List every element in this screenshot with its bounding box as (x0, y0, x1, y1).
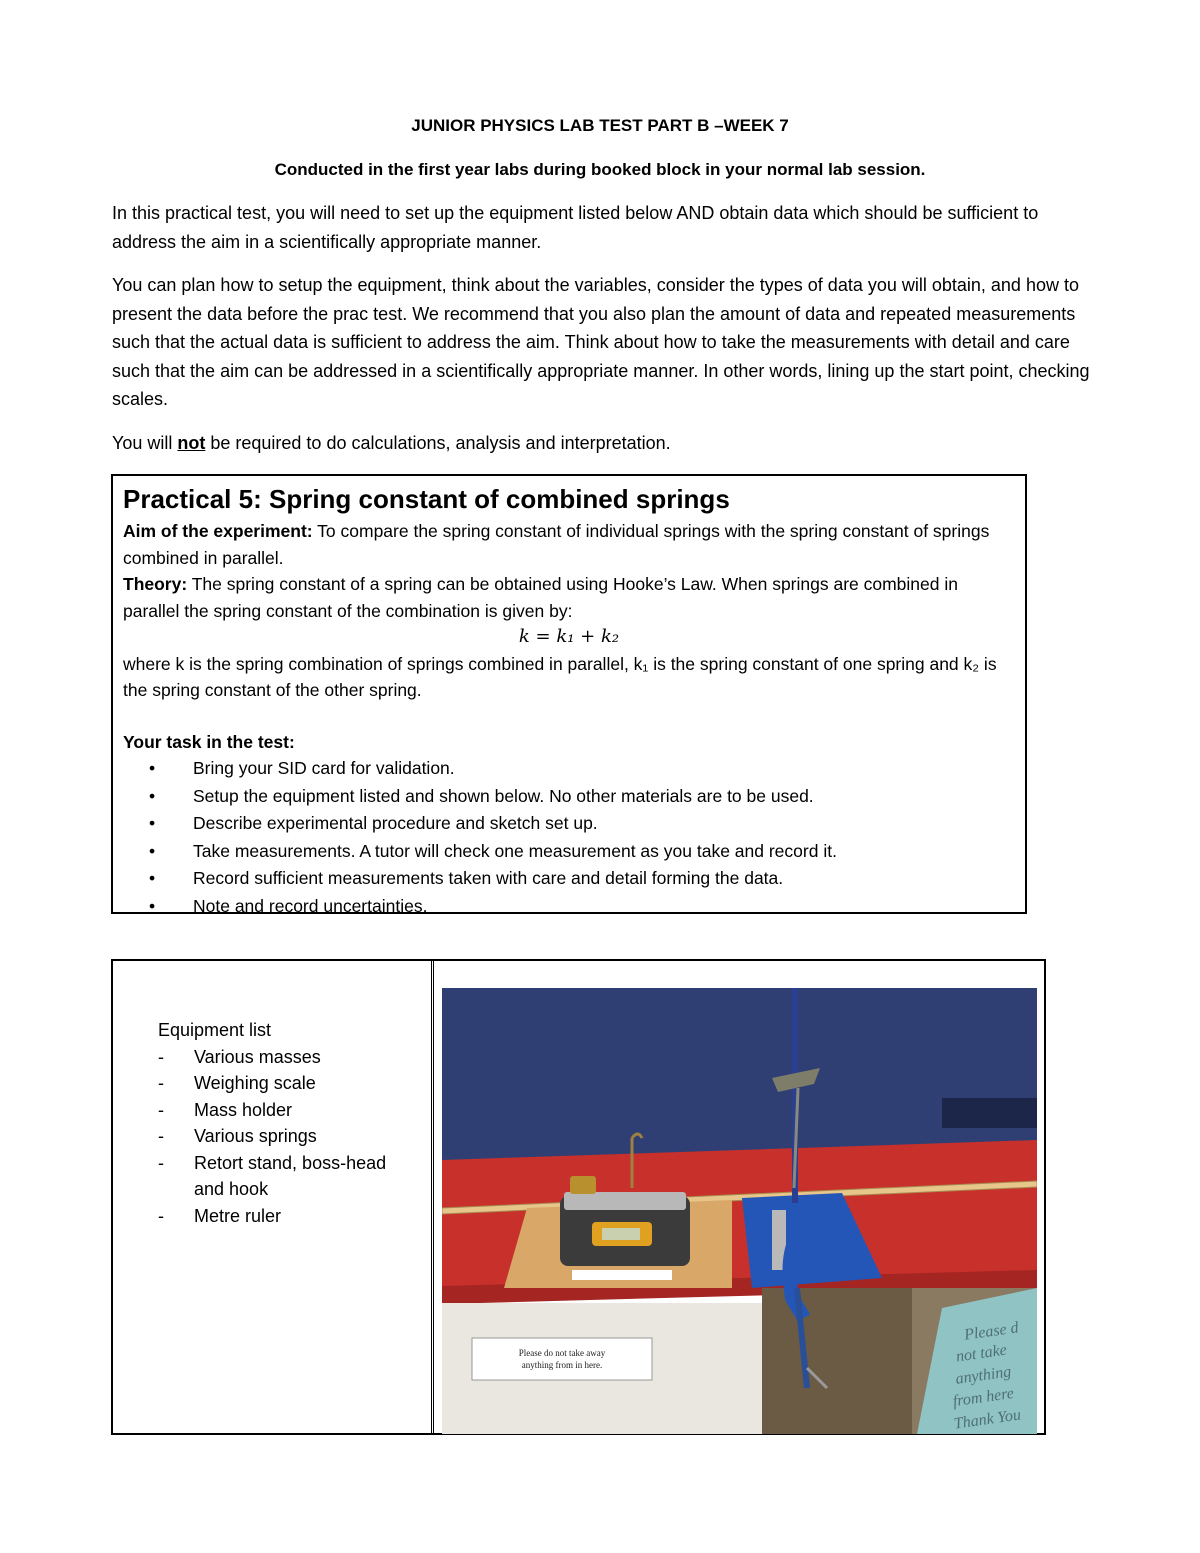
list-item (123, 783, 1015, 811)
list-item (123, 810, 1015, 838)
equipment-item: Various masses (194, 1046, 321, 1067)
list-item (158, 1070, 414, 1097)
formula: k = k₁ + k₂ (518, 626, 620, 647)
page-title: JUNIOR PHYSICS LAB TEST PART B –WEEK 7 (411, 116, 789, 135)
bullet-icon: • (149, 868, 156, 888)
mass-stack (570, 1176, 596, 1194)
dash-icon: - (158, 1073, 164, 1093)
list-item (123, 755, 1015, 783)
list-item (123, 865, 1015, 893)
equipment-photo-drawing (442, 988, 1037, 1434)
equipment-item: Various springs (194, 1126, 317, 1146)
bullet-icon: • (149, 813, 156, 833)
intro-paragraph-2: You can plan how to setup the equipment, think about the variables, consider the types of data you will obtain, and how to present the data before the prac test. We recommend that you also plan the amount of data and repeated measurements such that the actual data is sufficient to address the aim. Think about how to take the measurements with detail and care such that the aim can be addressed in a scientifically appropriate manner. In other words, lining up the start point, checking scales. (112, 275, 1090, 409)
bullet-icon: • (149, 895, 156, 916)
dash-icon: - (158, 1152, 164, 1173)
aim-label: Aim of the experiment: (123, 521, 313, 541)
bullet-icon: • (149, 785, 156, 806)
aim-text: To compare the spring constant of individual springs with the spring constant of springs combined in parallel. (123, 521, 990, 568)
list-item (158, 1097, 414, 1124)
dash-icon: - (158, 1126, 164, 1146)
theory (123, 571, 1015, 624)
scale-pan (564, 1192, 686, 1210)
note-line-2: not take (954, 1341, 1008, 1366)
task-text: Record sufficient measurements taken with care and detail forming the data. (193, 868, 784, 888)
equipment-list (158, 1017, 414, 1229)
column-divider (431, 961, 434, 1433)
practical-heading: Practical 5: Spring constant of combined springs (123, 484, 730, 514)
spacer (123, 704, 1015, 729)
task-text: Bring your SID card for validation. (193, 758, 455, 778)
equipment-item: Retort stand, boss-head and hook (194, 1152, 387, 1199)
wall-bracket (942, 1098, 1037, 1128)
task-label-text: Your task in the test: (123, 731, 295, 752)
list-item (158, 1203, 414, 1230)
task-text: Note and record uncertainties. (193, 895, 428, 916)
dash-icon: - (158, 1205, 164, 1226)
equipment-title: Equipment list (158, 1020, 272, 1040)
sign-left (472, 1338, 652, 1380)
page-subtitle: Conducted in the first year labs during booked block in your normal lab session. (274, 160, 926, 179)
aim (123, 518, 1015, 571)
theory-text: The spring constant of a spring can be obtained using Hooke’s Law. When springs are combined in parallel the spring constant of the combination is given by: (123, 574, 958, 621)
list-item (123, 838, 1015, 866)
dash-icon: - (158, 1046, 164, 1067)
note-line-3: anything (954, 1363, 1013, 1388)
where-text: where k is the spring combination of springs combined in parallel, k₁ is the spring constant of one spring and k₂ is the spring constant of the other spring. (123, 653, 997, 700)
list-item (158, 1150, 414, 1203)
list-item (123, 893, 1015, 921)
intro-paragraph-3 (112, 429, 1097, 458)
equipment-item: Mass holder (194, 1099, 293, 1120)
note-line-1: Please d (963, 1319, 1020, 1344)
bullet-icon: • (149, 840, 156, 861)
p3-after: be required to do calculations, analysis and interpretation. (205, 433, 671, 453)
list-item (158, 1044, 414, 1071)
task-text: Setup the equipment listed and shown below. No other materials are to be used. (193, 785, 814, 806)
equipment-photo (442, 988, 1037, 1434)
scale-display (602, 1228, 640, 1240)
equipment-table (111, 959, 1046, 1435)
wall (442, 988, 1037, 1163)
task-list (123, 755, 1015, 920)
task-label (123, 729, 1015, 756)
intro-paragraph-1: In this practical test, you will need to set up the equipment listed below AND obtain data which should be sufficient to address the aim in a scientifically appropriate manner. (112, 203, 1039, 252)
sign-left-line-2: anything from in here. (521, 1360, 603, 1370)
note-line-4: from here (951, 1384, 1015, 1411)
p3-before: You will (112, 433, 178, 453)
task-text: Describe experimental procedure and sketch set up. (193, 813, 598, 833)
note-line-5: Thank You (952, 1406, 1022, 1433)
dash-icon: - (158, 1099, 164, 1120)
bullet-icon: • (149, 758, 156, 778)
equipment-item: Weighing scale (194, 1073, 316, 1093)
sign-left-line-1: Please do not take away (518, 1348, 606, 1358)
task-text: Take measurements. A tutor will check one measurement as you take and record it. (193, 840, 837, 861)
equipment-item: Metre ruler (194, 1205, 282, 1226)
theory-label: Theory: (123, 574, 188, 594)
practical-box (111, 474, 1027, 914)
list-item (158, 1123, 414, 1150)
board-label (572, 1270, 672, 1280)
not-emphasis: not (177, 433, 206, 453)
equipment-items (158, 1044, 414, 1230)
